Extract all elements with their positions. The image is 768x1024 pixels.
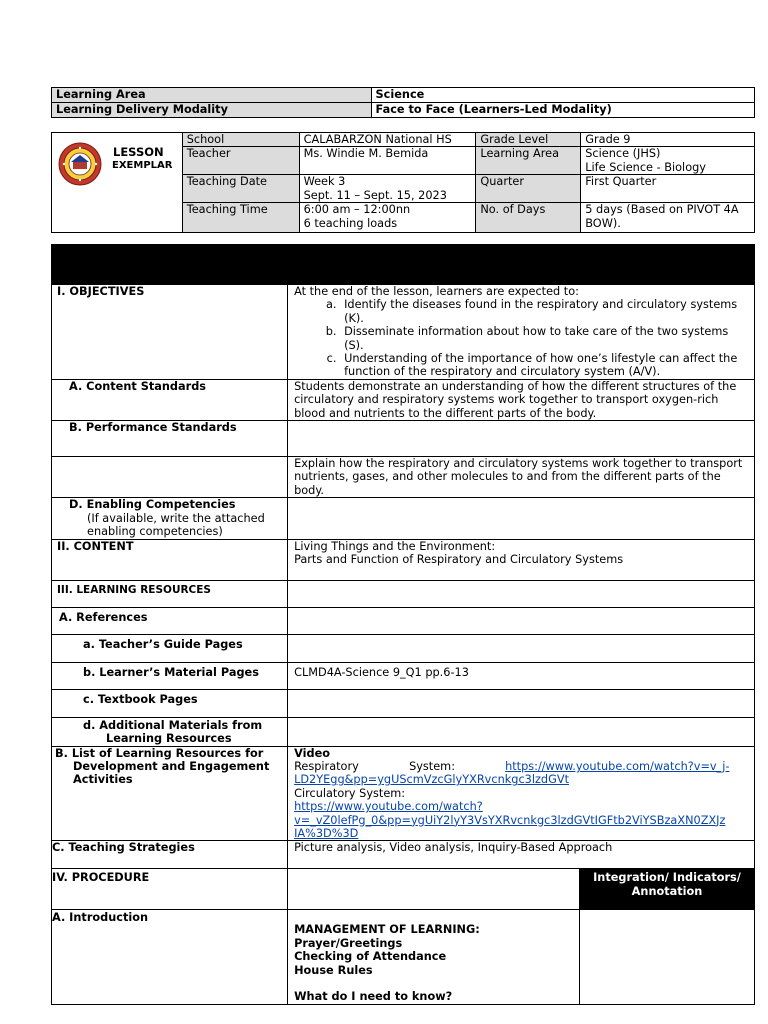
objective-item: a. Identify the diseases found in the respiratory and circulatory systems (K). [340,298,750,325]
days-value [581,203,755,233]
procedure-label: IV. PROCEDURE [52,869,288,910]
school-label: School [182,133,299,147]
header-black-1 [52,245,288,285]
deped-seal-logo [58,142,102,186]
learning-area-value: Science [371,88,754,103]
time-label: Teaching Time [182,203,299,233]
enabling-competencies-cell [52,498,288,539]
video-heading: Video [294,746,330,760]
enabling-competencies-label: D. Enabling Competencies [69,498,236,512]
integration-header [580,869,755,910]
introduction-label: A. Introduction [52,910,288,1005]
procedure-value [288,869,580,910]
circulatory-video-link-end[interactable]: IA%3D%3D [294,826,359,840]
performance-standards-value [288,421,755,457]
teachers-guide-label: a. Teacher’s Guide Pages [52,634,288,662]
objectives-intro: At the end of the lesson, learners are expected to: [294,285,579,298]
textbook-pages-value [288,689,755,717]
attendance-text: Checking of Attendance [294,950,447,964]
performance-row-label [52,457,288,498]
date-value-line1: Week 3 [303,175,346,189]
teaching-strategies-value: Picture analysis, Video analysis, Inquiry-Based Approach [288,841,755,869]
header-black-3 [580,245,755,285]
date-value [299,175,476,203]
main-table [51,244,755,1005]
respiratory-row [294,760,750,773]
area-value-line2: Life Science - Biology [585,160,706,174]
circulatory-label: Circulatory System: [294,786,406,800]
additional-materials-cell [52,717,288,746]
days-label: No. of Days [476,203,581,233]
respiratory-label: Respiratory [294,759,359,773]
system-label: System: [409,759,455,773]
objectives-content [288,285,755,380]
integration-line2: Annotation [631,884,703,898]
performance-standards-label: B. Performance Standards [52,421,288,457]
references-label: A. References [52,607,288,634]
video-resources [288,746,755,841]
learners-material-value: CLMD4A-Science 9_Q1 pp.6-13 [288,662,755,689]
school-value: CALABARZON National HS [299,133,476,147]
teachers-guide-value [288,634,755,662]
list-resources-line3: Activities [73,773,133,787]
additional-materials-line1: d. Additional Materials from [83,718,263,732]
circulatory-video-link[interactable]: https://www.youtube.com/watch? [294,800,483,814]
grade-label: Grade Level [476,133,581,147]
days-value-line1: 5 days (Based on PIVOT 4A [585,203,739,217]
modality-value: Face to Face (Learners-Led Modality) [371,103,754,118]
prayer-text: Prayer/Greetings [294,936,403,950]
time-value-line2: 6 teaching loads [303,216,398,230]
house-rules-text: House Rules [294,963,373,977]
days-value-line2: BOW). [585,216,621,230]
objectives-label: I. OBJECTIVES [52,285,288,380]
list-resources-line1: B. List of Learning Resources for [55,746,264,760]
area-value [581,147,755,175]
content-value [288,539,755,580]
enabling-competencies-value [288,498,755,539]
lesson-exemplar-line2: EXEMPLAR [112,160,173,171]
content-standards-label: A. Content Standards [52,379,288,420]
enabling-note-line2: enabling competencies) [87,525,223,539]
integration-line1: Integration/ Indicators/ [593,871,741,885]
area-label: Learning Area [476,147,581,175]
teaching-strategies-label: C. Teaching Strategies [52,841,288,869]
introduction-annotation [580,910,755,1005]
header-table [51,87,755,118]
grade-value: Grade 9 [581,133,755,147]
objective-item: c. Understanding of the importance of how one’s lifestyle can affect the function of the respiratory and circulatory system (A/V). [340,352,750,379]
additional-materials-line2: Learning Resources [106,731,232,745]
modality-label: Learning Delivery Modality [52,103,372,118]
lesson-exemplar-line1: LESSON [113,145,164,159]
teacher-value: Ms. Windie M. Bemida [299,147,476,175]
learning-resources-value [288,580,755,607]
list-resources-cell [52,746,288,841]
learners-material-label: b. Learner’s Material Pages [52,662,288,689]
objectives-list [294,298,750,378]
objective-item: b. Disseminate information about how to take care of the two systems (S). [340,325,750,352]
list-resources-line2: Development and Engagement [73,759,270,773]
quarter-value: First Quarter [581,175,755,203]
time-value-line1: 6:00 am – 12:00nn [303,203,411,217]
header-black-2 [288,245,580,285]
content-value-line1: Living Things and the Environment: [294,539,496,553]
date-value-line2: Sept. 11 – Sept. 15, 2023 [303,188,447,202]
date-label: Teaching Date [182,175,299,203]
teacher-label: Teacher [182,147,299,175]
textbook-pages-label: c. Textbook Pages [52,689,288,717]
area-value-line1: Science (JHS) [585,147,661,161]
time-value [299,203,476,233]
quarter-label: Quarter [476,175,581,203]
respiratory-video-link-cont[interactable]: LD2YEgg&pp=ygUScmVzcGlyYXRvcnkgc3lzdGVt [294,773,570,787]
learning-resources-label: III. LEARNING RESOURCES [52,580,288,607]
references-value [288,607,755,634]
introduction-content [288,910,580,1005]
lesson-exemplar-title [112,145,172,173]
additional-materials-value [288,717,755,746]
enabling-note-line1: (If available, write the attached [87,511,265,525]
content-label: II. CONTENT [52,539,288,580]
what-know-text: What do I need to know? [294,989,453,1003]
content-value-line2: Parts and Function of Respiratory and Circulatory Systems [294,552,624,566]
management-heading: MANAGEMENT OF LEARNING: [294,923,480,937]
circulatory-video-link-cont[interactable]: v=_vZ0lefPg_0&pp=ygUiY2lyY3VsYXRvcnkgc3lzdGVtIGFtb2ViYSBzaXN0ZXJz [294,813,726,827]
performance-description: Explain how the respiratory and circulatory systems work together to transport nutrients, gases, and other molecules to and from the different parts of the body. [288,457,755,498]
learning-area-label: Learning Area [52,88,372,103]
content-standards-value: Students demonstrate an understanding of how the different structures of the circulatory and respiratory systems work together to transport oxygen-rich blood and nutrients to the different parts of the body. [288,379,755,420]
respiratory-video-link[interactable]: https://www.youtube.com/watch?v=v_j- [505,759,730,773]
